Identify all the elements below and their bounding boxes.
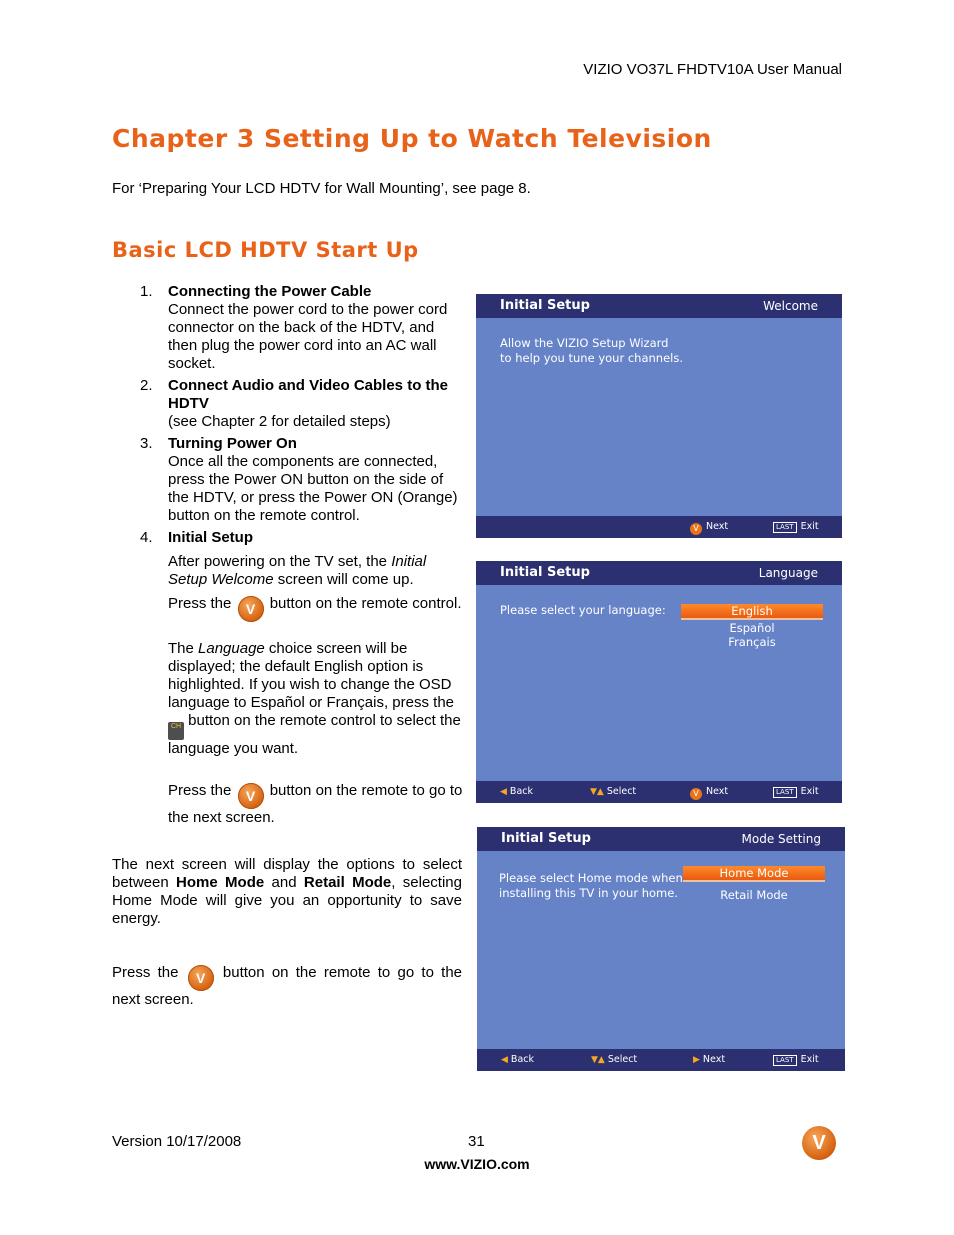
welcome-screen: [476, 294, 842, 538]
screen-footer: [476, 781, 842, 803]
hint-label: Exit: [800, 1054, 819, 1065]
text: Press the: [112, 964, 186, 981]
next-screen-paragraph: [112, 964, 462, 1009]
page-number: 31: [468, 1133, 485, 1150]
step-number: 4.: [140, 529, 153, 546]
text: , selecting Home Mode will give you an opportunity to save energy.: [112, 874, 462, 927]
step4-paragraph-1: [168, 553, 464, 589]
text: and: [264, 874, 304, 891]
message-line: installing this TV in your home.: [499, 886, 678, 900]
screen-message: [500, 336, 683, 366]
step-number: 2.: [140, 377, 153, 394]
hint-label: Next: [702, 1054, 726, 1065]
text-bold: Home Mode: [176, 874, 265, 891]
select-arrows-icon: ▼▲: [591, 1055, 605, 1065]
message-line: Allow the VIZIO Setup Wizard: [500, 336, 669, 350]
last-key-icon: LAST: [773, 1055, 797, 1066]
text-emphasis: Language: [198, 640, 265, 657]
screen-title: Initial Setup: [501, 831, 591, 846]
screen-header: [477, 827, 845, 851]
step-2: [112, 377, 464, 431]
step-heading: Initial Setup: [168, 529, 254, 546]
step4-paragraph-4: [168, 782, 464, 827]
step-3: [112, 435, 464, 525]
vizio-v-button-icon: V: [238, 596, 264, 622]
mode-option-home[interactable]: Home Mode: [683, 866, 825, 882]
hint-label: Select: [607, 1054, 638, 1065]
screen-title: Initial Setup: [500, 298, 590, 313]
intro-text: For ‘Preparing Your LCD HDTV for Wall Mounting’, see page 8.: [112, 180, 531, 197]
language-option-espanol[interactable]: Español: [729, 621, 775, 635]
step-body: (see Chapter 2 for detailed steps): [168, 413, 391, 430]
mode-selection-paragraph: [112, 856, 462, 928]
step4-paragraph-3: [168, 640, 464, 758]
vizio-v-icon: V: [690, 523, 702, 535]
screen-footer: [477, 1049, 845, 1071]
text: The next screen will display the options to select between: [112, 856, 462, 891]
language-screen: [476, 561, 842, 803]
select-hint: [591, 1054, 637, 1065]
text-bold: Retail Mode: [303, 874, 392, 891]
footer-url: www.VIZIO.com: [424, 1156, 530, 1172]
mode-setting-screen: [477, 827, 845, 1071]
screen-message: [499, 871, 683, 901]
screen-title: Initial Setup: [500, 565, 590, 580]
back-hint: [501, 1054, 534, 1065]
vizio-logo-icon: V: [802, 1126, 836, 1160]
step-number: 3.: [140, 435, 153, 452]
mode-option-retail[interactable]: Retail Mode: [720, 888, 788, 902]
screen-subtitle: Language: [758, 566, 818, 580]
screen-subtitle: Mode Setting: [741, 832, 821, 846]
step-1: [112, 283, 464, 373]
step-number: 1.: [140, 283, 153, 300]
next-hint: [693, 1054, 725, 1065]
exit-hint: [773, 1054, 819, 1066]
select-arrows-icon: ▼▲: [590, 787, 604, 797]
message-line: to help you tune your channels.: [500, 351, 683, 365]
text: The: [168, 640, 199, 657]
step4-paragraph-2: [168, 595, 464, 622]
next-hint: [690, 786, 728, 800]
screen-header: [476, 294, 842, 318]
back-arrow-icon: ◀: [501, 1055, 508, 1065]
chapter-title: Chapter 3 Setting Up to Watch Television: [112, 124, 712, 153]
screen-footer: [476, 516, 842, 538]
exit-hint: [773, 786, 819, 798]
screen-message: Please select your language:: [500, 603, 666, 617]
back-arrow-icon: ◀: [500, 787, 507, 797]
text: button on the remote to go to the next screen.: [168, 782, 463, 826]
step-4: [112, 529, 464, 827]
hint-label: Back: [509, 786, 533, 797]
hint-label: Next: [706, 786, 729, 797]
text: button on the remote to go to the next screen.: [112, 964, 463, 1008]
hint-label: Next: [706, 521, 729, 532]
back-hint: [500, 786, 533, 797]
text: button on the remote control.: [265, 595, 462, 612]
text: screen will come up.: [273, 571, 414, 588]
footer-version: Version 10/17/2008: [112, 1133, 242, 1150]
hint-label: Back: [510, 1054, 534, 1065]
screen-subtitle: Welcome: [763, 299, 818, 313]
steps-list: [112, 283, 464, 831]
screen-header: [476, 561, 842, 585]
language-option-francais[interactable]: Français: [728, 635, 776, 649]
text: After powering on the TV set, the: [168, 553, 392, 570]
step-heading: Connecting the Power Cable: [168, 283, 372, 300]
step-body: Connect the power cord to the power cord connector on the back of the HDTV, and then plug the power cord into an AC wall socket.: [168, 301, 448, 372]
exit-hint: [773, 521, 819, 533]
vizio-v-button-icon: V: [238, 783, 264, 809]
next-arrow-icon: ▶: [693, 1055, 700, 1065]
manual-title: VIZIO VO37L FHDTV10A User Manual: [583, 61, 842, 78]
vizio-v-button-icon: V: [188, 965, 214, 991]
text: Press the: [168, 595, 236, 612]
section-title: Basic LCD HDTV Start Up: [112, 238, 419, 262]
vizio-v-icon: V: [690, 788, 702, 800]
hint-label: Exit: [800, 786, 819, 797]
last-key-icon: LAST: [773, 787, 797, 798]
hint-label: Select: [606, 786, 637, 797]
text: choice screen will be displayed; the default English option is highlighted. If you wish to change the OSD language to Español or Français, press the: [168, 640, 455, 711]
step-heading: Turning Power On: [168, 435, 297, 452]
language-option-english[interactable]: English: [681, 604, 823, 620]
select-hint: [590, 786, 636, 797]
next-hint: [690, 521, 728, 535]
text: button on the remote control to select the language you want.: [168, 712, 461, 757]
text: Press the: [168, 782, 236, 799]
text-emphasis: Initial Setup Welcome: [168, 553, 427, 588]
step-heading: Connect Audio and Video Cables to the HDTV: [168, 377, 449, 412]
message-line: Please select Home mode when: [499, 871, 683, 885]
channel-button-icon: CH: [168, 722, 184, 740]
last-key-icon: LAST: [773, 522, 797, 533]
hint-label: Exit: [800, 521, 819, 532]
step-body: Once all the components are connected, press the Power ON button on the side of the HDTV, or press the Power ON (Orange) button on the remote control.: [168, 453, 458, 524]
